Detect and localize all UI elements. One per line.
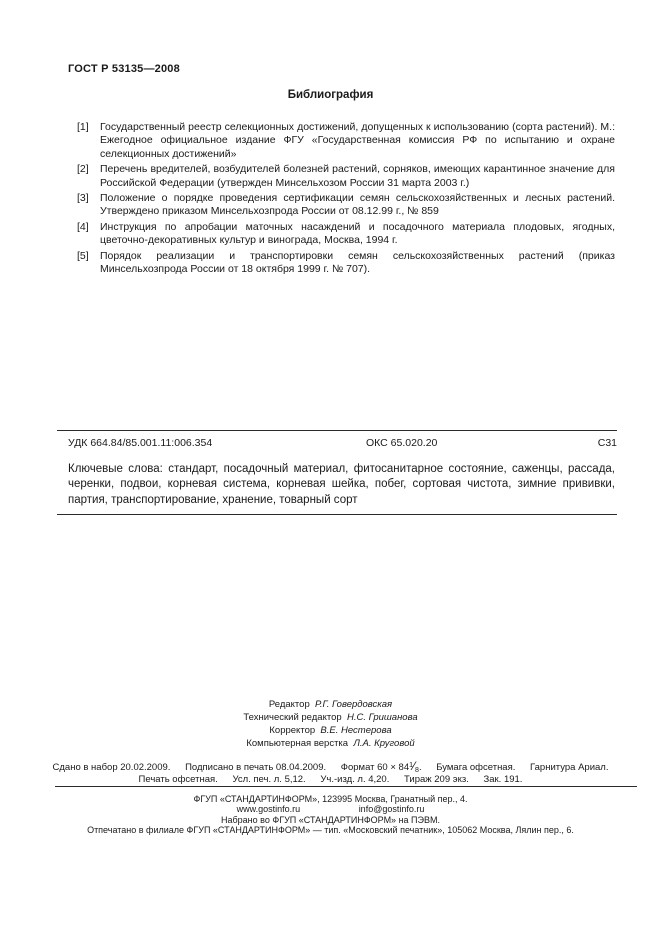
credit-label: Редактор xyxy=(268,699,310,710)
print-method: Печать офсетная. xyxy=(138,774,218,785)
bibliography-item-text: Перечень вредителей, возбудителей болезней растений, сорняков, имеющих карантинное значение для Российской Федерации (утвержден Минсельхозом России 31 марта 2003 г.) xyxy=(100,163,615,189)
oks-code: ОКС 65.020.20 xyxy=(366,437,438,449)
bibliography-item-number: [4] xyxy=(77,220,89,233)
bibliography-item-number: [1] xyxy=(77,121,89,133)
bibliography-item-number: [2] xyxy=(77,163,89,176)
bibliography-item xyxy=(68,221,615,248)
credit-layout xyxy=(0,738,661,751)
credit-name: Р.Г. Говердовская xyxy=(315,699,393,710)
imprint-block xyxy=(0,794,661,836)
signed-to-print: Подписано в печать 08.04.2009. xyxy=(185,762,327,773)
classification-row xyxy=(0,437,661,451)
circulation: Тираж 209 экз. xyxy=(404,774,469,785)
typeface: Гарнитура Ариал. xyxy=(530,762,609,773)
bibliography-item-number: [5] xyxy=(77,249,89,262)
fraction: $^1⁄_8$ xyxy=(409,759,419,774)
class-code: С31 xyxy=(597,437,617,449)
publisher-sheets: Уч.-изд. л. 4,20. xyxy=(320,774,390,785)
bibliography-item xyxy=(68,163,615,190)
sent-to-set: Сдано в набор 20.02.2009. xyxy=(52,762,171,773)
doc-code: ГОСТ Р 53135—2008 xyxy=(68,63,180,75)
divider-line-middle xyxy=(57,514,617,515)
bibliography-item xyxy=(68,250,615,277)
bibliography-item-text: Инструкция по апробации маточных насаждений и посадочного материала плодовых, ягодных, цветочно-декоративных культур и винограда, Москва, 1994 г. xyxy=(100,220,615,247)
credits-block xyxy=(0,699,661,751)
bibliography-list xyxy=(68,121,615,278)
bibliography-item-text: Порядок реализации и транспортировки семян сельскохозяйственных растений (приказ Минсельхозпрода России от 18 октября 1999 г. № 707). xyxy=(100,249,615,276)
credit-corrector xyxy=(0,725,661,738)
format-spec: Формат $60 \times 84^1⁄_8$. xyxy=(340,759,422,774)
contacts-line xyxy=(0,804,661,814)
credit-technical-editor xyxy=(0,712,661,725)
typeset-note: Набрано во ФГУП «СТАНДАРТИНФОРМ» на ПЭВМ. xyxy=(221,814,440,825)
paper-type: Бумага офсетная. xyxy=(436,762,516,773)
credit-name: Н.С. Гришанова xyxy=(346,711,418,723)
email: info@gostinfo.ru xyxy=(358,804,425,815)
bibliography-item-text: Положение о порядке проведения сертификации семян сельскохозяйственных и лесных растений. Утверждено приказом Минсельхозпрода России от 08.12.99 г., № 859 xyxy=(100,192,615,218)
bibliography-item-text: Государственный реестр селекционных достижений, допущенных к использованию (сорта растений). М.: Ежегодное официальное издание ФГУ «Государственная комиссия РФ по испытанию и охране селекционных достижений» xyxy=(100,121,615,160)
conventional-sheets: Усл. печ. л. 5,12. xyxy=(232,774,306,785)
bibliography-item xyxy=(68,192,615,219)
print-info-line-1 xyxy=(0,759,661,774)
bibliography-item-number: [3] xyxy=(77,192,89,205)
credit-label: Корректор xyxy=(269,724,316,736)
print-info-line-2 xyxy=(0,774,661,785)
credit-editor xyxy=(0,699,661,712)
divider-line-bottom xyxy=(55,786,637,787)
divider-line-top xyxy=(57,430,617,431)
website: www.gostinfo.ru xyxy=(236,804,301,815)
publisher-address: ФГУП «СТАНДАРТИНФОРМ», 123995 Москва, Гранатный пер., 4. xyxy=(193,794,468,804)
keywords-paragraph: Ключевые слова: стандарт, посадочный материал, фитосанитарное состояние, саженцы, рассада, черенки, подвои, корневая система, корневая шейка, побег, сортовая чистота, зимние прививки, партия, транспортирование, хранение, товарный сорт xyxy=(68,463,615,506)
order-number: Зак. 191. xyxy=(483,774,523,785)
credit-name: Л.А. Круговой xyxy=(353,737,415,749)
page-title: Библиография xyxy=(287,89,374,101)
udk-code: УДК 664.84/85.001.11:006.354 xyxy=(68,437,213,449)
credit-label: Компьютерная верстка xyxy=(246,737,349,749)
credit-label: Технический редактор xyxy=(243,711,342,723)
credit-name: В.Е. Нестерова xyxy=(320,724,392,736)
printed-note: Отпечатано в филиале ФГУП «СТАНДАРТИНФОРМ» — тип. «Московский печатник», 105062 Москва, Лялин пер., 6. xyxy=(87,825,574,836)
bibliography-item xyxy=(68,121,615,161)
